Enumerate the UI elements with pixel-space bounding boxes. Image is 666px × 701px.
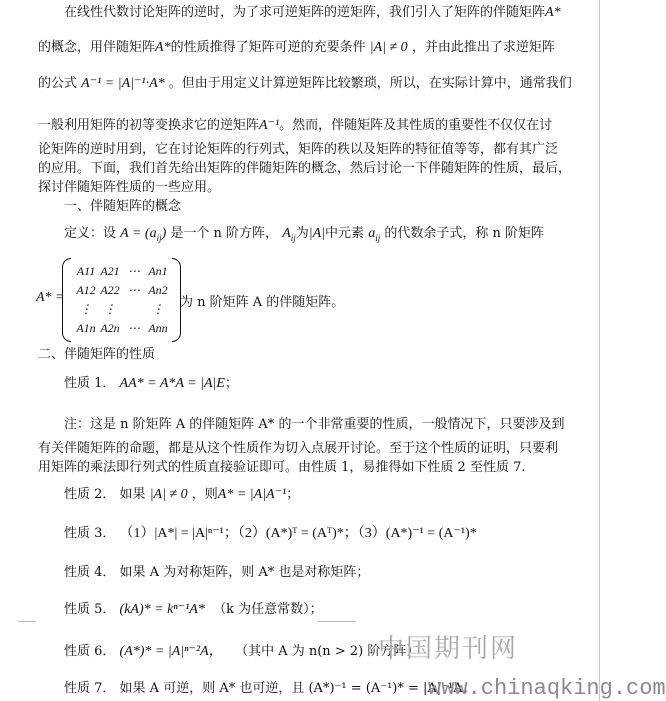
matrix-cell: A22 [100,283,120,297]
math-det-nonzero: |A| ≠ 0 [149,487,188,502]
math-a-star: A* [155,40,171,55]
math-property-5: (kA)* = kⁿ⁻¹A* [119,602,205,617]
math-property-2: A* = |A|A⁻¹ [217,487,287,502]
matrix-cell: ⋮ [80,302,92,316]
intro-text: 的公式 [38,76,78,91]
matrix-cell: A1n [76,321,96,335]
intro-line-5 [38,142,558,158]
page-break-mark [18,621,36,622]
adjugate-matrix [36,258,186,342]
matrix-cell: A21 [100,264,120,278]
math-det-cond: |A| ≠ 0 [369,40,408,55]
matrix-cell: A12 [76,283,96,297]
matrix-cell: An2 [148,283,168,297]
section-1-heading: 一、伴随矩阵的概念 [64,199,182,214]
matrix-cell: ⋯ [128,264,140,278]
note-line-1: 注：这是 n 阶矩阵 A 的伴随矩阵 A* 的一个非常重要的性质，一般情况下，只要涉及到 [64,417,565,432]
intro-text: 。但由于用定义计算逆矩阵比较繁琐，所以，在实际计算中，通常我们 [168,76,572,91]
section-2-heading: 二、伴随矩阵的性质 [38,347,156,362]
matrix-grid [74,262,170,338]
math-property-6: (A*)* = |A|ⁿ⁻²A， [119,644,223,659]
math-property-3: （1）|A*| = |A|ⁿ⁻¹；（2）(A*)ᵀ = (Aᵀ)*；（3）(A*)⁻¹ = (A⁻¹)* [119,526,477,541]
intro-text: 的性质推得了矩阵可逆的充要条件 [170,40,366,55]
matrix-cell: A11 [76,264,96,278]
matrix-cell: A2n [100,321,120,335]
definition-line: 定义：设 $A = (a_{ij})$ 是一个 n 阶方阵， $A_{ij}$为|A|中元素 $a_{ij}$ 的代数余子式，称 n 阶矩阵 [64,226,544,243]
matrix-caption: 为 n 阶矩阵 A 的伴随矩阵。 [180,295,345,310]
intro-text: 探讨伴随矩阵性质的一些应用。 [38,180,221,195]
matrix-cell: ⋮ [104,302,116,316]
intro-line-6 [38,161,571,177]
matrix-cell: ⋯ [128,321,140,335]
math-a-inverse: A⁻¹ [259,118,280,133]
math-property-1: AA* = A*A = |A|E [119,376,225,391]
property-7: 性质 7． 如果 A 可逆，则 A* 也可逆，且 (A*)⁻¹ = (A⁻¹)* = |A|⁻¹A； [64,681,476,696]
intro-text: 在线性代数讨论矩阵的逆时，为了求可逆矩阵的逆矩阵，我们引入了矩阵的伴随矩阵 [64,5,546,20]
math-a-eq-aij: $A = (a_{ij})$ [120,226,167,243]
math-Aij: $A_{ij}$ [282,226,296,243]
intro-line-1 [64,5,561,21]
page-break-mark [318,621,356,622]
left-paren [62,258,71,342]
property-1: 性质 1． AA* = A*A = |A|E； [64,376,238,391]
intro-text: 的应用。下面，我们首先给出矩阵的伴随矩阵的概念，然后讨论一下伴随矩阵的性质，最后， [38,161,572,176]
intro-line-3 [38,76,572,92]
note-line-3: 用矩阵的乘法即行列式的性质直接验证即可。由性质 1，易推得如下性质 2 至性质 7. [38,460,526,475]
math-a-star: A* [545,5,561,20]
matrix-cell: ⋮ [152,302,164,316]
intro-text: 。然而，伴随矩阵及其性质的重要性不仅仅在讨 [279,118,553,133]
math-det-A: |A| [308,226,326,241]
watermark-logo-text: 中国期刊网 [378,634,519,664]
intro-text: 的概念，用伴随矩阵 [38,40,156,55]
property-3: 性质 3． （1）|A*| = |A|ⁿ⁻¹；（2）(A*)ᵀ = (Aᵀ)*；（3）(A*)⁻¹ = (A⁻¹)* [64,526,477,541]
property-6: 性质 6． (A*)* = |A|ⁿ⁻²A， （其中 A 为 n(n > 2) 阶方阵） [64,644,420,659]
note-line-2: 有关伴随矩阵的命题，都是从这个性质作为切入点展开讨论。至于这个性质的证明，只要利 [38,441,559,456]
property-5: 性质 5． (kA)* = kⁿ⁻¹A* （k 为任意常数）； [64,602,323,617]
intro-line-2 [38,40,555,56]
watermark-url: www.chinaqking.com [428,676,666,701]
intro-text: 一般利用矩阵的初等变换求它的逆矩阵 [38,118,260,133]
intro-line-4 [38,118,552,134]
property-2: 性质 2． 如果 |A| ≠ 0 ，则A* = |A|A⁻¹； [64,487,300,502]
intro-text: 论矩阵的逆时用到，它在讨论矩阵的行列式，矩阵的秩以及矩阵的特征值等等，都有其广泛 [38,142,559,157]
math-inverse-formula: A⁻¹ = |A|⁻¹·A* [81,76,165,91]
matrix-cell: Ann [148,321,168,335]
intro-text: ，并由此推出了求逆矩阵 [411,40,555,55]
math-aij: $a_{ij}$ [368,226,381,243]
matrix-cell: ⋯ [128,283,140,297]
intro-line-7 [38,180,220,196]
matrix-lhs: A* = [36,290,65,305]
matrix-cell: An1 [148,264,168,278]
property-4: 性质 4． 如果 A 为对称矩阵，则 A* 也是对称矩阵； [64,565,370,580]
